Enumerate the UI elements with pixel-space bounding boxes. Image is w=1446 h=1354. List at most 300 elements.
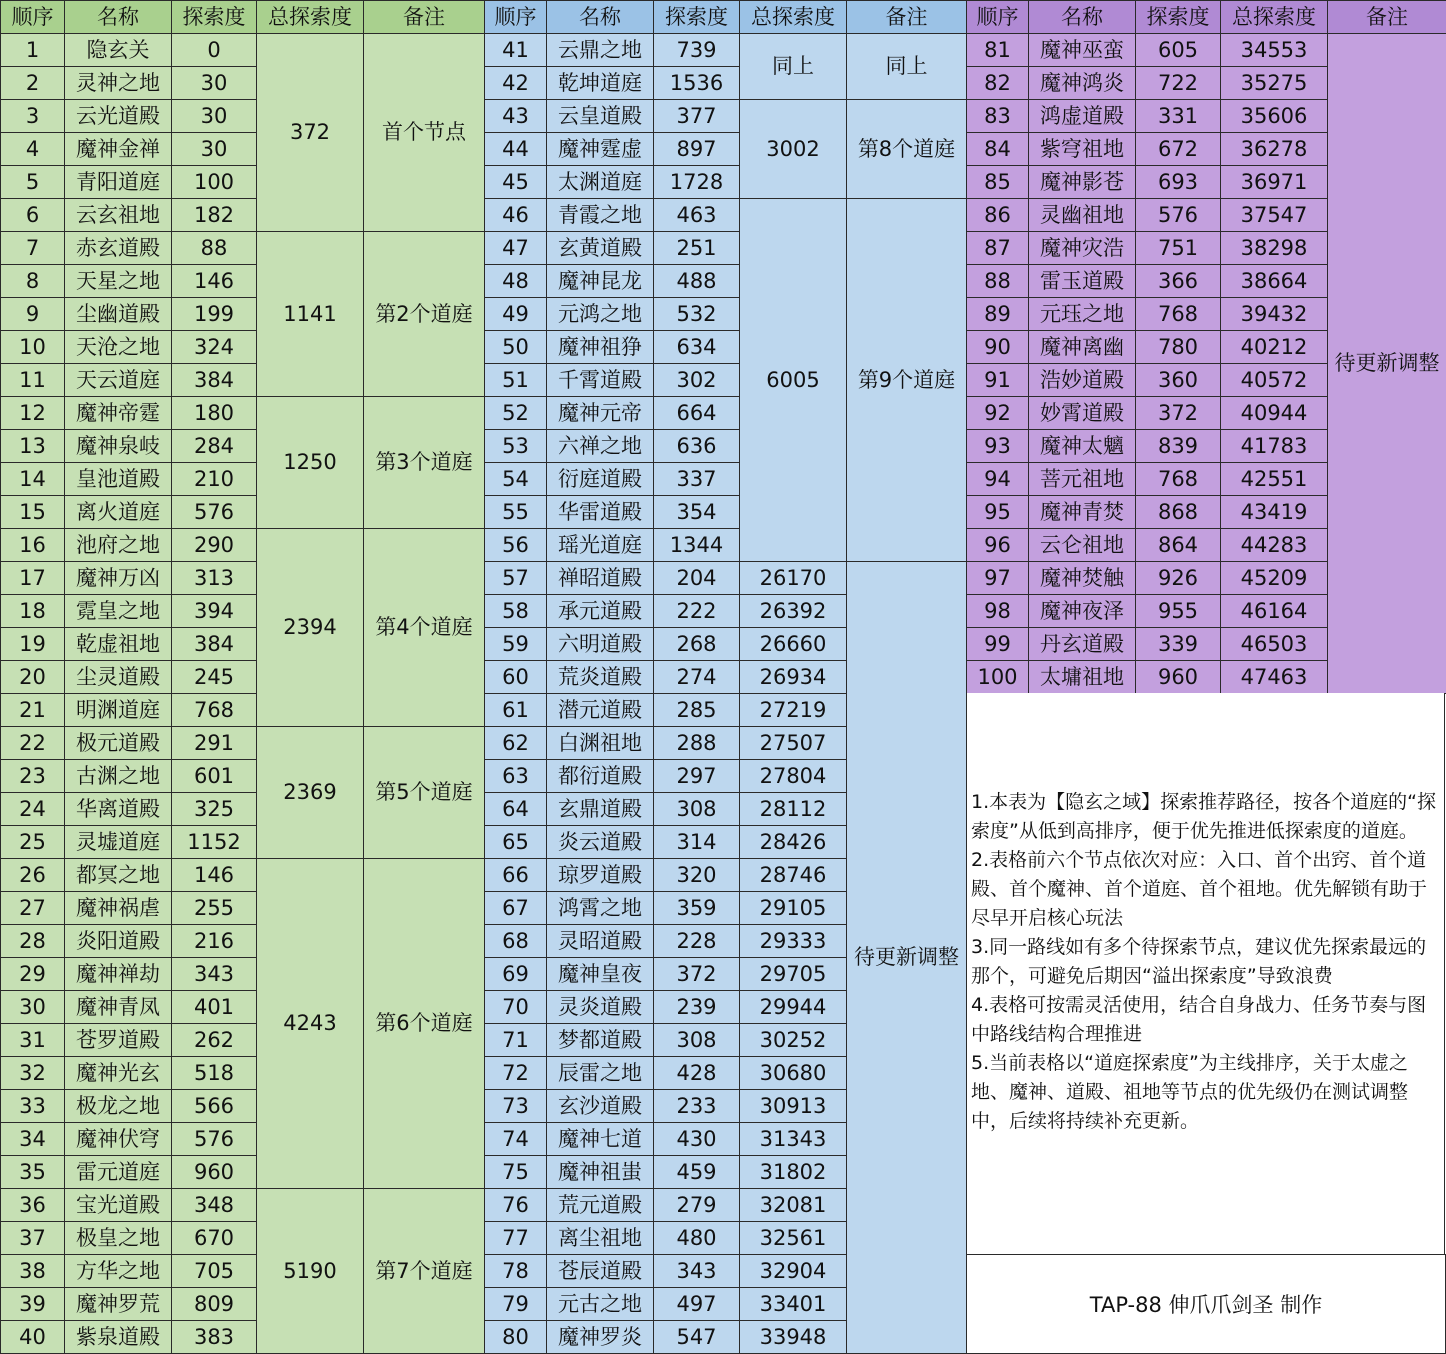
row-name: 鸿虚道殿 [1029,100,1136,133]
header-row [485,1,967,34]
row-exploration: 279 [654,1189,740,1222]
row-exploration: 359 [654,892,740,925]
row-order: 32 [1,1057,65,1090]
row-name: 古渊之地 [65,760,172,793]
row-order: 60 [485,661,547,694]
row-name: 魔神光玄 [65,1057,172,1090]
row-name: 紫穹祖地 [1029,133,1136,166]
header-name: 名称 [65,1,172,34]
row-exploration: 576 [172,496,257,529]
group-total: 同上 [740,34,847,100]
header-order: 顺序 [967,1,1029,34]
row-total: 27804 [740,760,847,793]
row-order: 56 [485,529,547,562]
row-exploration: 297 [654,760,740,793]
row-order: 91 [967,364,1029,397]
group-note: 第4个道庭 [364,529,485,727]
row-order: 22 [1,727,65,760]
row-name: 魔神鸿炎 [1029,67,1136,100]
row-exploration: 88 [172,232,257,265]
row-order: 81 [967,34,1029,67]
row-name: 瑶光道庭 [547,529,654,562]
row-exploration: 664 [654,397,740,430]
row-total: 34553 [1221,34,1328,67]
row-order: 25 [1,826,65,859]
row-exploration: 394 [172,595,257,628]
row-exploration: 30 [172,67,257,100]
row-name: 魔神祖狰 [547,331,654,364]
row-order: 82 [967,67,1029,100]
row-order: 47 [485,232,547,265]
row-order: 75 [485,1156,547,1189]
row-total: 33948 [740,1321,847,1354]
row-order: 80 [485,1321,547,1354]
row-order: 85 [967,166,1029,199]
row-order: 18 [1,595,65,628]
row-exploration: 926 [1136,562,1221,595]
row-exploration: 463 [654,199,740,232]
row-order: 88 [967,265,1029,298]
row-exploration: 262 [172,1024,257,1057]
row-name: 尘灵道殿 [65,661,172,694]
table-row [1,727,485,760]
exploration-table-1 [0,0,485,1354]
row-order: 99 [967,628,1029,661]
row-order: 68 [485,925,547,958]
row-name: 明渊道庭 [65,694,172,727]
row-name: 炎云道殿 [547,826,654,859]
row-order: 35 [1,1156,65,1189]
row-name: 极元道殿 [65,727,172,760]
row-exploration: 30 [172,100,257,133]
row-order: 59 [485,628,547,661]
row-exploration: 343 [172,958,257,991]
row-total: 32081 [740,1189,847,1222]
row-exploration: 233 [654,1090,740,1123]
row-order: 12 [1,397,65,430]
row-name: 华雷道殿 [547,496,654,529]
row-total: 38298 [1221,232,1328,265]
group-total: 5190 [257,1189,364,1354]
row-exploration: 291 [172,727,257,760]
row-order: 92 [967,397,1029,430]
row-order: 34 [1,1123,65,1156]
header-order: 顺序 [485,1,547,34]
row-name: 极龙之地 [65,1090,172,1123]
row-total: 26170 [740,562,847,595]
row-order: 1 [1,34,65,67]
row-order: 16 [1,529,65,562]
row-name: 灵墟道庭 [65,826,172,859]
row-name: 琼罗道殿 [547,859,654,892]
row-exploration: 839 [1136,430,1221,463]
group-note: 第3个道庭 [364,397,485,529]
row-total: 41783 [1221,430,1328,463]
note-5: 5.当前表格以“道庭探索度”为主线排序，关于太虚之地、魔神、道殿、祖地等节点的优先级仍在测试调整中，后续将持续补充更新。 [971,1052,1409,1132]
row-order: 14 [1,463,65,496]
row-total: 27219 [740,694,847,727]
row-name: 华离道殿 [65,793,172,826]
note-1: 1.本表为【隐玄之域】探索推荐路径，按各个道庭的“探索度”从低到高排序，便于优先推进低探索度的道庭。 [971,791,1436,842]
row-order: 97 [967,562,1029,595]
row-name: 魔神太魑 [1029,430,1136,463]
row-exploration: 384 [172,628,257,661]
row-exploration: 325 [172,793,257,826]
row-name: 承元道殿 [547,595,654,628]
row-order: 69 [485,958,547,991]
row-exploration: 354 [654,496,740,529]
row-name: 魔神霆虚 [547,133,654,166]
row-name: 都衍道殿 [547,760,654,793]
row-order: 83 [967,100,1029,133]
group-total: 1250 [257,397,364,529]
row-order: 37 [1,1222,65,1255]
row-order: 87 [967,232,1029,265]
row-exploration: 146 [172,265,257,298]
group-total: 1141 [257,232,364,397]
row-name: 魔神禅劫 [65,958,172,991]
row-name: 天云道庭 [65,364,172,397]
row-name: 云皇道殿 [547,100,654,133]
row-name: 隐玄关 [65,34,172,67]
row-name: 炎阳道殿 [65,925,172,958]
row-exploration: 360 [1136,364,1221,397]
row-order: 13 [1,430,65,463]
row-name: 元珏之地 [1029,298,1136,331]
row-total: 40944 [1221,397,1328,430]
note-2: 2.表格前六个节点依次对应：入口、首个出窍、首个道殿、首个魔神、首个道庭、首个祖地。优先解锁有助于尽早开启核心玩法 [971,849,1428,929]
row-exploration: 366 [1136,265,1221,298]
row-name: 灵昭道殿 [547,925,654,958]
row-name: 雷玉道殿 [1029,265,1136,298]
row-order: 73 [485,1090,547,1123]
row-name: 魔神夜泽 [1029,595,1136,628]
group-note: 第7个道庭 [364,1189,485,1354]
row-total: 30680 [740,1057,847,1090]
row-total: 26392 [740,595,847,628]
header-note: 备注 [847,1,967,34]
row-exploration: 780 [1136,331,1221,364]
group-total: 4243 [257,859,364,1189]
row-exploration: 384 [172,364,257,397]
row-exploration: 228 [654,925,740,958]
row-order: 10 [1,331,65,364]
header-name: 名称 [1029,1,1136,34]
row-total: 29333 [740,925,847,958]
row-name: 灵神之地 [65,67,172,100]
row-order: 62 [485,727,547,760]
row-order: 52 [485,397,547,430]
row-order: 55 [485,496,547,529]
row-order: 27 [1,892,65,925]
row-name: 都冥之地 [65,859,172,892]
row-order: 58 [485,595,547,628]
header-total: 总探索度 [740,1,847,34]
row-exploration: 348 [172,1189,257,1222]
row-exploration: 897 [654,133,740,166]
row-exploration: 705 [172,1255,257,1288]
row-exploration: 199 [172,298,257,331]
row-exploration: 955 [1136,595,1221,628]
row-exploration: 722 [1136,67,1221,100]
row-order: 3 [1,100,65,133]
row-order: 19 [1,628,65,661]
row-exploration: 960 [1136,661,1221,694]
group-note: 第5个道庭 [364,727,485,859]
row-name: 魔神影苍 [1029,166,1136,199]
header-total: 总探索度 [1221,1,1328,34]
row-exploration: 497 [654,1288,740,1321]
pending-note: 待更新调整 [1328,34,1446,694]
row-exploration: 864 [1136,529,1221,562]
group-note: 首个节点 [364,34,485,232]
row-name: 太墉祖地 [1029,661,1136,694]
row-order: 38 [1,1255,65,1288]
row-name: 魔神青凤 [65,991,172,1024]
row-order: 76 [485,1189,547,1222]
row-exploration: 1344 [654,529,740,562]
row-order: 17 [1,562,65,595]
row-exploration: 739 [654,34,740,67]
group-total: 372 [257,34,364,232]
row-total: 32904 [740,1255,847,1288]
row-name: 衍庭道殿 [547,463,654,496]
row-exploration: 222 [654,595,740,628]
row-order: 67 [485,892,547,925]
row-exploration: 605 [1136,34,1221,67]
header-exploration: 探索度 [172,1,257,34]
row-name: 玄沙道殿 [547,1090,654,1123]
group-note: 第8个道庭 [847,100,967,199]
row-name: 魔神离幽 [1029,331,1136,364]
row-name: 紫泉道殿 [65,1321,172,1354]
row-order: 66 [485,859,547,892]
header-total: 总探索度 [257,1,364,34]
table-row [485,199,967,232]
row-total: 28746 [740,859,847,892]
pending-note: 待更新调整 [847,562,967,1354]
row-exploration: 210 [172,463,257,496]
row-total: 33401 [740,1288,847,1321]
row-total: 44283 [1221,529,1328,562]
row-exploration: 672 [1136,133,1221,166]
table-row [1,397,485,430]
row-name: 魔神伏穹 [65,1123,172,1156]
row-total: 29705 [740,958,847,991]
row-name: 云仑祖地 [1029,529,1136,562]
row-order: 26 [1,859,65,892]
row-order: 49 [485,298,547,331]
row-exploration: 566 [172,1090,257,1123]
row-exploration: 204 [654,562,740,595]
header-row [1,1,485,34]
author-credit: TAP-88 伸爪爪剑圣 制作 [966,1254,1446,1354]
row-name: 丹玄道殿 [1029,628,1136,661]
row-total: 42551 [1221,463,1328,496]
row-name: 魔神万凶 [65,562,172,595]
row-name: 魔神帝霆 [65,397,172,430]
row-exploration: 308 [654,793,740,826]
row-exploration: 383 [172,1321,257,1354]
row-order: 61 [485,694,547,727]
row-name: 天星之地 [65,265,172,298]
row-exploration: 0 [172,34,257,67]
row-name: 皇池道殿 [65,463,172,496]
row-exploration: 488 [654,265,740,298]
row-exploration: 216 [172,925,257,958]
row-order: 63 [485,760,547,793]
row-name: 魔神灾浩 [1029,232,1136,265]
row-exploration: 459 [654,1156,740,1189]
row-total: 36278 [1221,133,1328,166]
row-total: 35275 [1221,67,1328,100]
row-name: 妙霄道殿 [1029,397,1136,430]
row-exploration: 601 [172,760,257,793]
row-exploration: 518 [172,1057,257,1090]
row-exploration: 146 [172,859,257,892]
row-order: 9 [1,298,65,331]
row-name: 辰雷之地 [547,1057,654,1090]
row-order: 51 [485,364,547,397]
row-total: 43419 [1221,496,1328,529]
row-name: 魔神祖蚩 [547,1156,654,1189]
row-exploration: 547 [654,1321,740,1354]
row-order: 65 [485,826,547,859]
row-order: 79 [485,1288,547,1321]
row-exploration: 868 [1136,496,1221,529]
row-name: 千霄道殿 [547,364,654,397]
row-name: 魔神青焚 [1029,496,1136,529]
row-order: 57 [485,562,547,595]
row-order: 5 [1,166,65,199]
row-total: 26660 [740,628,847,661]
row-name: 六禅之地 [547,430,654,463]
row-total: 31343 [740,1123,847,1156]
row-exploration: 30 [172,133,257,166]
exploration-table-2 [484,0,967,1354]
row-exploration: 532 [654,298,740,331]
row-exploration: 324 [172,331,257,364]
row-name: 雷元道庭 [65,1156,172,1189]
row-name: 魔神昆龙 [547,265,654,298]
row-order: 20 [1,661,65,694]
row-exploration: 428 [654,1057,740,1090]
row-order: 45 [485,166,547,199]
row-exploration: 401 [172,991,257,1024]
row-name: 云鼎之地 [547,34,654,67]
row-order: 93 [967,430,1029,463]
row-exploration: 751 [1136,232,1221,265]
row-order: 11 [1,364,65,397]
row-name: 魔神罗炎 [547,1321,654,1354]
row-name: 苍罗道殿 [65,1024,172,1057]
row-exploration: 1152 [172,826,257,859]
row-exploration: 809 [172,1288,257,1321]
row-total: 40572 [1221,364,1328,397]
header-note: 备注 [364,1,485,34]
header-row [967,1,1446,34]
row-total: 39432 [1221,298,1328,331]
row-exploration: 331 [1136,100,1221,133]
row-name: 魔神泉岐 [65,430,172,463]
row-name: 六明道殿 [547,628,654,661]
row-order: 24 [1,793,65,826]
note-4: 4.表格可按需灵活使用，结合自身战力、任务节奏与图中路线结构合理推进 [971,994,1427,1045]
row-order: 100 [967,661,1029,694]
row-order: 40 [1,1321,65,1354]
table-row [485,34,967,67]
row-order: 90 [967,331,1029,364]
row-total: 27507 [740,727,847,760]
table-row [1,859,485,892]
row-total: 37547 [1221,199,1328,232]
row-order: 36 [1,1189,65,1222]
row-name: 宝光道殿 [65,1189,172,1222]
row-exploration: 182 [172,199,257,232]
row-total: 38664 [1221,265,1328,298]
row-exploration: 372 [1136,397,1221,430]
row-name: 魔神七道 [547,1123,654,1156]
group-total: 6005 [740,199,847,562]
row-exploration: 268 [654,628,740,661]
row-exploration: 339 [1136,628,1221,661]
row-order: 28 [1,925,65,958]
row-order: 48 [485,265,547,298]
row-total: 29944 [740,991,847,1024]
row-order: 21 [1,694,65,727]
row-name: 太渊道庭 [547,166,654,199]
row-order: 15 [1,496,65,529]
row-order: 74 [485,1123,547,1156]
row-total: 26934 [740,661,847,694]
table-row [1,1189,485,1222]
note-3: 3.同一路线如有多个待探索节点，建议优先探索最远的那个，可避免后期因“溢出探索度”导致浪费 [971,936,1427,987]
row-name: 苍辰道殿 [547,1255,654,1288]
row-exploration: 180 [172,397,257,430]
group-total: 2394 [257,529,364,727]
row-total: 46503 [1221,628,1328,661]
row-name: 魔神巫蛮 [1029,34,1136,67]
row-exploration: 768 [1136,463,1221,496]
row-total: 29105 [740,892,847,925]
row-order: 98 [967,595,1029,628]
row-order: 7 [1,232,65,265]
row-exploration: 768 [1136,298,1221,331]
row-exploration: 1728 [654,166,740,199]
row-order: 53 [485,430,547,463]
row-total: 35606 [1221,100,1328,133]
row-order: 42 [485,67,547,100]
row-order: 94 [967,463,1029,496]
row-name: 潜元道殿 [547,694,654,727]
row-name: 池府之地 [65,529,172,562]
row-total: 30913 [740,1090,847,1123]
header-exploration: 探索度 [1136,1,1221,34]
row-name: 玄黄道殿 [547,232,654,265]
row-total: 32561 [740,1222,847,1255]
row-name: 灵炎道殿 [547,991,654,1024]
row-order: 96 [967,529,1029,562]
table-row [967,34,1446,67]
row-name: 菩元祖地 [1029,463,1136,496]
row-total: 46164 [1221,595,1328,628]
row-exploration: 576 [1136,199,1221,232]
table-row [485,562,967,595]
row-name: 禅昭道殿 [547,562,654,595]
group-total: 3002 [740,100,847,199]
row-exploration: 302 [654,364,740,397]
table-row [1,232,485,265]
